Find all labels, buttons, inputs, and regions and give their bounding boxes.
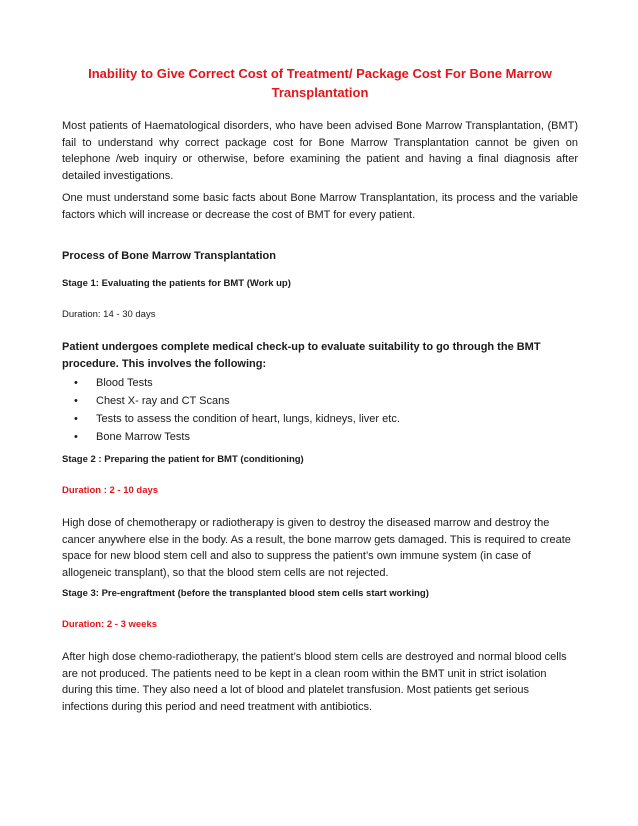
title-line-2: Transplantation [271, 85, 369, 100]
stage1-duration: Duration: 14 - 30 days [62, 309, 156, 320]
process-heading: Process of Bone Marrow Transplantation [62, 250, 276, 262]
intro-paragraph-1: Most patients of Haematological disorders, who have been advised Bone Marrow Transplantation, (BMT) fail to understand why correct package cost for Bone Marrow Transplantation cannot be given on telephone /web inquiry or otherwise, before examining the patient and having a final diagnosis after detailed investigations. [62, 120, 578, 182]
bullet-item-organ-tests [74, 410, 578, 428]
bullet-dot: • [74, 377, 78, 389]
bullet-text: Chest X- ray and CT Scans [96, 395, 230, 407]
stage2-text: High dose of chemotherapy or radiotherapy is given to destroy the diseased marrow and destroy the cancer anywhere else in the body. As a result, the bone marrow gets damaged. This is required to create space for new blood stem cell and also to suppress the patient’s own immune system (in case of allogeneic transplant), so that the blood stem cells are not rejected. [62, 517, 571, 579]
stage2-title: Stage 2 : Preparing the patient for BMT (conditioning) [62, 454, 304, 465]
bullet-text: Bone Marrow Tests [96, 431, 190, 443]
bullet-dot: • [74, 395, 78, 407]
bullet-dot: • [74, 431, 78, 443]
bullet-item-bone-marrow-tests [74, 428, 578, 446]
stage1-title: Stage 1: Evaluating the patients for BMT (Work up) [62, 278, 291, 289]
bullet-text: Tests to assess the condition of heart, lungs, kidneys, liver etc. [96, 413, 400, 425]
stage3-text: After high dose chemo-radiotherapy, the patient’s blood stem cells are destroyed and normal blood cells are not produced. The patients need to be kept in a clean room within the BMT unit in strict isolation during this time. They also need a lot of blood and platelet transfusion. Most patients get serious infections during this period and need treatment with antibiotics. [62, 651, 567, 713]
bullet-item-blood-tests [74, 374, 578, 392]
intro-paragraph-2: One must understand some basic facts about Bone Marrow Transplantation, its process and the variable factors which will increase or decrease the cost of BMT for every patient. [62, 192, 578, 221]
title-line-1: Inability to Give Correct Cost of Treatment/ Package Cost For Bone Marrow [88, 66, 552, 81]
bullet-item-chest-xray [74, 392, 578, 410]
stage2-duration: Duration : 2 - 10 days [62, 485, 159, 496]
stage1-intro: Patient undergoes complete medical check-up to evaluate suitability to go through the BMT procedure. This involves the following: [62, 341, 541, 370]
document-page [62, 64, 578, 715]
bullet-dot: • [74, 413, 78, 425]
document-title [62, 64, 578, 102]
stage1-bullet-list [62, 374, 578, 446]
stage3-duration: Duration: 2 - 3 weeks [62, 619, 158, 630]
bullet-text: Blood Tests [96, 377, 153, 389]
stage3-title: Stage 3: Pre-engraftment (before the transplanted blood stem cells start working) [62, 588, 429, 599]
